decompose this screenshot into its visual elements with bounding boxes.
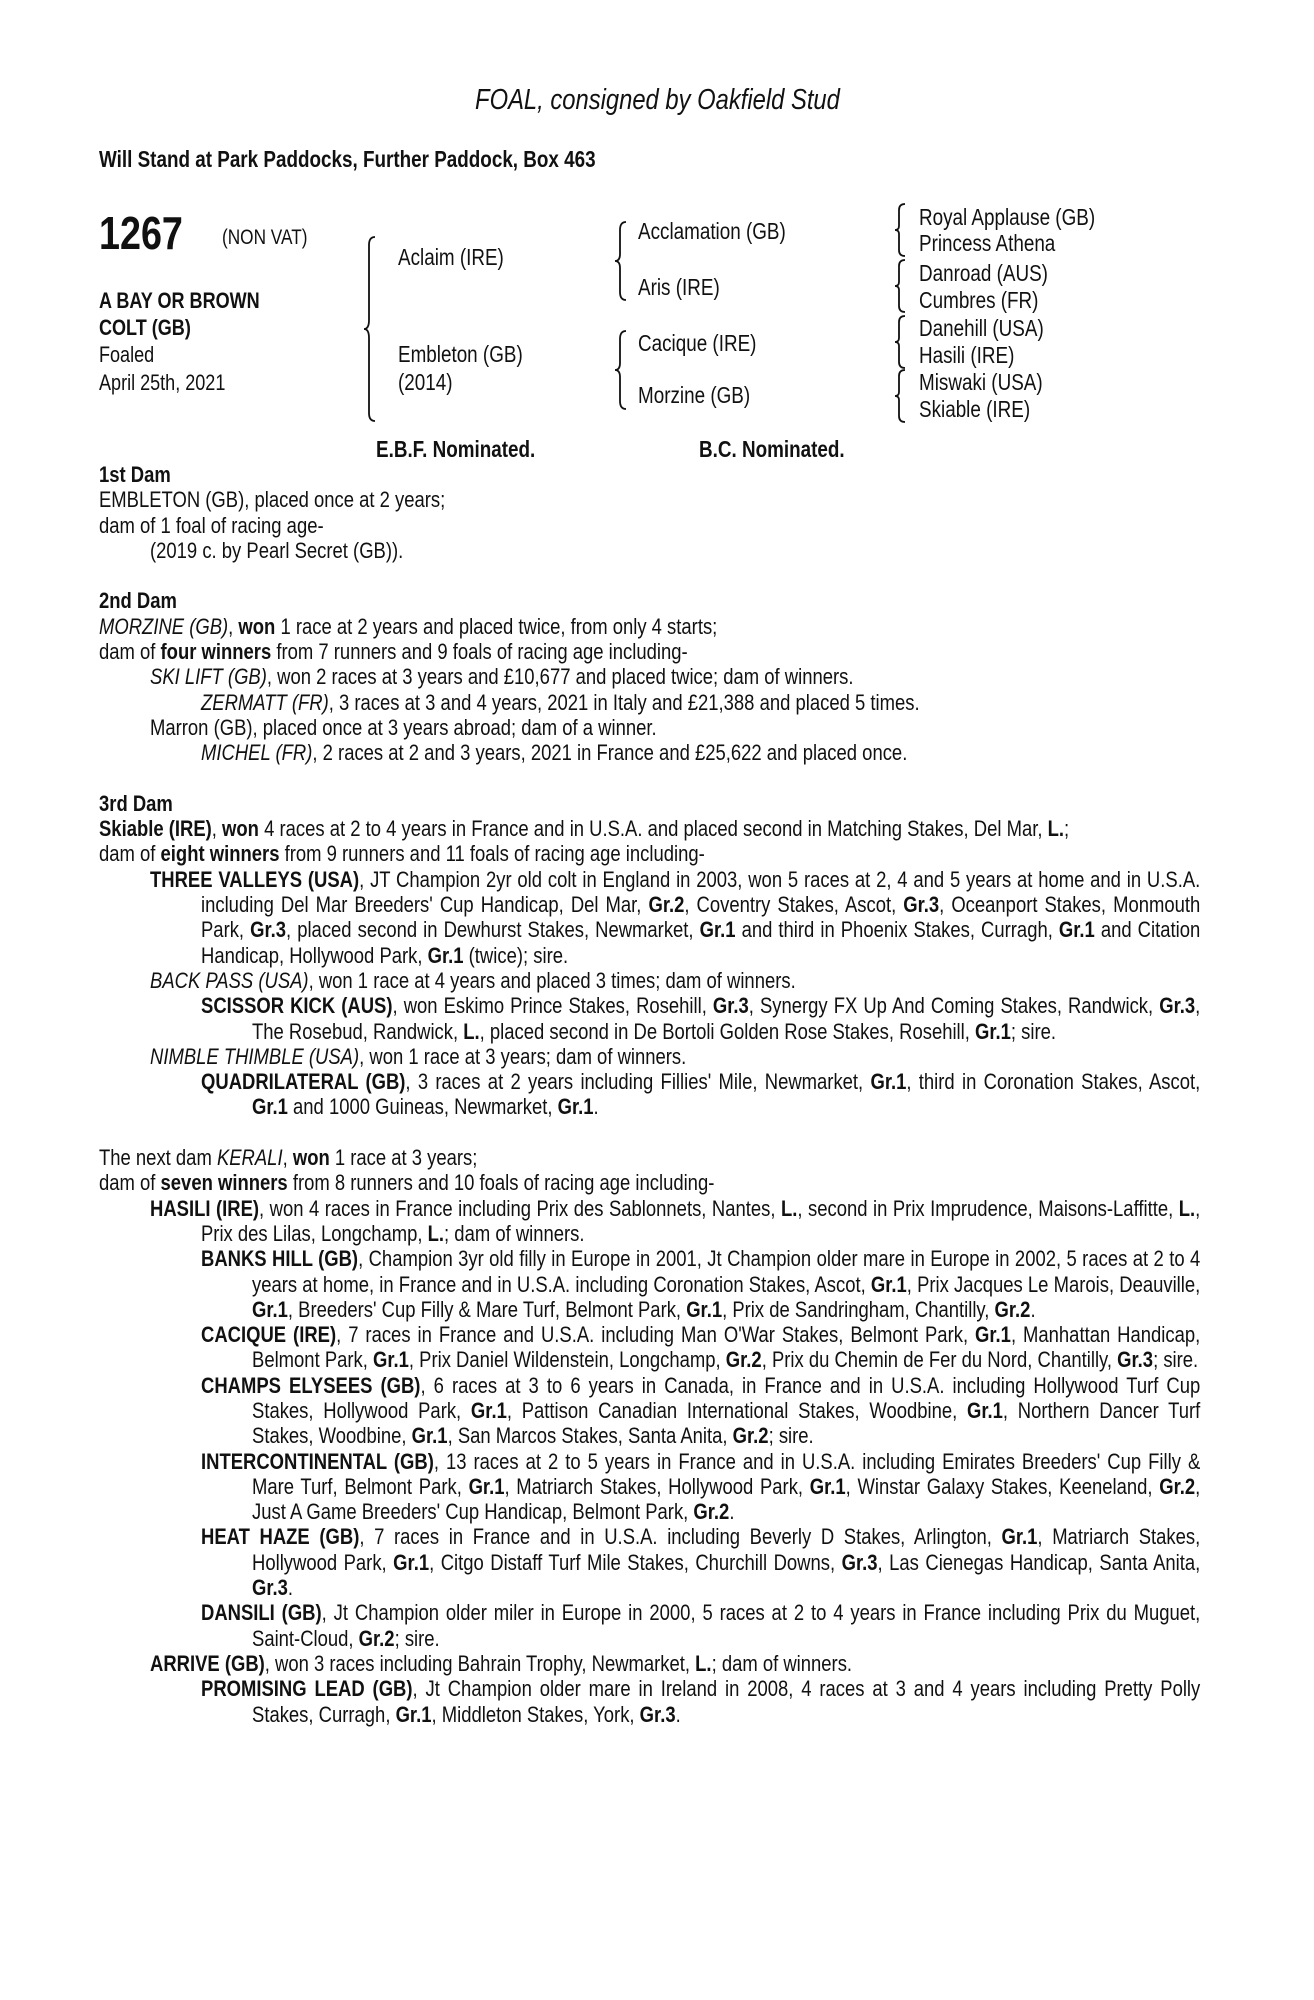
text: , Prix des Lilas, Longchamp, xyxy=(201,1195,1201,1246)
heading-text: 1st Dam xyxy=(99,462,171,487)
record-entry xyxy=(99,1322,1200,1373)
bold-text: L. xyxy=(463,1018,480,1044)
text: , Coventry Stakes, Ascot, xyxy=(684,892,904,918)
dam-year-text: (2014) xyxy=(398,369,453,395)
text: ; xyxy=(1063,816,1070,842)
lot-number-text: 1267 xyxy=(99,207,183,259)
text: , 13 races at 2 to 5 years in France and in U.S.A. including Emirates Breeders' Cup Filly & Mare Turf, Belmont Park, xyxy=(252,1448,1201,1499)
text: , won 2 races at 3 years and £10,677 and placed twice; dam of winners. xyxy=(266,664,854,690)
record-entry xyxy=(99,1676,1200,1727)
text: The next dam xyxy=(99,1145,217,1171)
g3-text: Royal Applause (GB) xyxy=(919,204,1096,230)
text: , 2 races at 2 and 3 years, 2021 in France and £25,622 and placed once. xyxy=(312,740,908,766)
bold-text: BANKS HILL (GB) xyxy=(201,1246,359,1272)
record-entry xyxy=(99,841,1200,866)
record-entry xyxy=(99,715,1200,740)
text: , Prix du Chemin de Fer du Nord, Chantilly, xyxy=(761,1347,1118,1373)
brace-icon xyxy=(364,237,375,421)
text: 1 race at 2 years and placed twice, from only 4 starts; xyxy=(275,613,718,639)
text: and third in Phoenix Stakes, Curragh, xyxy=(735,917,1059,943)
text: , Matriarch Stakes, Hollywood Park, xyxy=(252,1524,1201,1575)
pedigree-dam-sire xyxy=(638,330,782,357)
bold-text: Gr.1 xyxy=(870,1271,907,1297)
text: , 7 races in France and U.S.A. including Man O'War Stakes, Belmont Park, xyxy=(336,1322,976,1348)
text: , Manhattan Handicap, Belmont Park, xyxy=(252,1322,1201,1373)
bold-text: won xyxy=(292,1145,330,1171)
brace-icon xyxy=(895,370,905,422)
bold-text: Gr.1 xyxy=(975,1018,1011,1044)
bold-text: Gr.1 xyxy=(809,1473,846,1499)
bold-text: CHAMPS ELYSEES (GB) xyxy=(201,1372,421,1398)
text: , Champion 3yr old filly in Europe in 2001, Jt Champion older mare in Europe in 2002, 5 races at 2 to 4 years at home, in France and in U.S.A. including Coronation Stakes, Ascot, xyxy=(252,1246,1201,1297)
italic-text: SKI LIFT (GB) xyxy=(150,664,267,690)
bold-text: won xyxy=(222,816,259,842)
text: , JT Champion 2yr old colt in England in 2003, won 5 races at 2, 4 and 5 years at home and in U.S.A. including Del Mar Breeders' Cup Handicap, Del Mar, xyxy=(201,866,1201,918)
brace-icon xyxy=(615,222,626,300)
ebf-nominated xyxy=(376,436,570,463)
text: , xyxy=(228,613,239,639)
heading-text: 3rd Dam xyxy=(99,790,173,816)
text: dam of xyxy=(99,639,161,665)
text: dam of xyxy=(99,841,161,867)
text: , xyxy=(211,816,223,842)
bold-text: Gr.3 xyxy=(841,1549,878,1575)
text: , 6 races at 3 to 6 years in Canada, in France and in U.S.A. including Hollywood Turf Cup Stakes, Hollywood Park, xyxy=(252,1372,1201,1423)
pedigree-g3-1 xyxy=(919,204,1134,231)
bold-text: Skiable (IRE) xyxy=(99,816,212,842)
record-entry xyxy=(99,1600,1200,1651)
text: , Jt Champion older miler in Europe in 2000, 5 races at 2 to 4 years in France including Prix du Muguet, Saint-Cloud, xyxy=(252,1600,1201,1651)
bold-text: SCISSOR KICK (AUS) xyxy=(201,993,393,1019)
italic-text: MICHEL (FR) xyxy=(201,740,313,766)
text: , San Marcos Stakes, Santa Anita, xyxy=(447,1423,733,1449)
bold-text: Gr.2 xyxy=(732,1423,769,1449)
text: . xyxy=(675,1701,681,1727)
stand-location xyxy=(99,146,705,173)
text: . xyxy=(287,1575,294,1601)
text: , won 1 race at 4 years and placed 3 times; dam of winners. xyxy=(308,967,796,993)
record-entry xyxy=(99,690,1200,715)
bold-text: won xyxy=(238,613,276,639)
text: ; dam of winners. xyxy=(444,1220,585,1246)
bold-text: Gr.1 xyxy=(468,1473,505,1499)
bold-text: Gr.3 xyxy=(639,1701,676,1727)
text: ; sire. xyxy=(1010,1018,1057,1044)
bold-text: Gr.1 xyxy=(966,1397,1003,1423)
bold-text: Gr.2 xyxy=(693,1499,730,1525)
record-entry xyxy=(99,1044,1200,1069)
bold-text: DANSILI (GB) xyxy=(201,1600,322,1626)
vat-status xyxy=(222,226,326,250)
pedigree-dam-year xyxy=(398,369,464,396)
pedigree-dam xyxy=(398,341,550,368)
bold-text: INTERCONTINENTAL (GB) xyxy=(201,1448,434,1474)
text: , placed second in Dewhurst Stakes, Newmarket, xyxy=(286,917,700,943)
record-entry xyxy=(99,968,1200,993)
dam-section xyxy=(99,791,1200,1120)
text: . xyxy=(729,1499,735,1525)
text: , Winstar Galaxy Stakes, Keeneland, xyxy=(845,1473,1160,1499)
pedigree-g3-5 xyxy=(919,315,1071,342)
bold-text: Gr.1 xyxy=(975,1322,1011,1348)
dam-section xyxy=(99,588,1200,765)
text: 4 races at 2 to 4 years in France and in U.S.A. and placed second in Matching Stakes, Del Mar, xyxy=(258,816,1048,842)
g3-text: Miswaki (USA) xyxy=(919,369,1043,395)
text: , Northern Dancer Turf Stakes, Woodbine, xyxy=(252,1397,1201,1449)
bold-text: four winners xyxy=(160,639,272,665)
record-entry xyxy=(99,614,1200,639)
g3-text: Danroad (AUS) xyxy=(919,260,1048,286)
section-heading xyxy=(99,588,1200,613)
foaled-date xyxy=(99,369,253,396)
bold-text: Gr.1 xyxy=(252,1296,288,1322)
text: , Prix Jacques Le Marois, Deauville, xyxy=(906,1271,1201,1297)
text: , won 4 races in France including Prix des Sablonnets, Nantes, xyxy=(259,1195,782,1221)
dam-text: Embleton (GB) xyxy=(398,341,523,367)
section-heading xyxy=(99,462,1200,487)
text: ; sire. xyxy=(1153,1347,1199,1373)
lot-number xyxy=(99,206,201,260)
text: , Citgo Distaff Turf Mile Stakes, Churchill Downs, xyxy=(429,1549,842,1575)
bold-text: L. xyxy=(1047,816,1064,842)
g2-text: Aris (IRE) xyxy=(638,274,720,300)
text: and Citation Handicap, Hollywood Park, xyxy=(201,917,1201,968)
pedigree-sire xyxy=(398,244,527,271)
bold-text: Gr.1 xyxy=(557,1094,594,1120)
text: , placed second in De Bortoli Golden Rose Stakes, Rosehill, xyxy=(479,1018,976,1044)
text: , Prix Daniel Wildenstein, Longchamp, xyxy=(408,1347,726,1373)
brace-icon xyxy=(615,331,626,409)
pedigree-sire-sire xyxy=(638,218,818,245)
bold-text: ARRIVE (GB) xyxy=(150,1650,265,1676)
bold-text: eight winners xyxy=(160,841,280,867)
produce-record xyxy=(99,462,1200,1727)
text: , second in Prix Imprudence, Maisons-Laffitte, xyxy=(797,1195,1179,1221)
bold-text: Gr.1 xyxy=(686,1296,723,1322)
bold-text: Gr.3 xyxy=(1159,993,1196,1019)
bold-text: Gr.1 xyxy=(699,917,736,943)
text: , 3 races at 3 and 4 years, 2021 in Italy and £21,388 and placed 5 times. xyxy=(328,689,920,715)
text: from 7 runners and 9 foals of racing age including- xyxy=(271,639,688,665)
bold-text: Gr.2 xyxy=(648,892,685,918)
text: ; sire. xyxy=(768,1423,814,1449)
bold-text: Gr.1 xyxy=(373,1347,409,1373)
bold-text: Gr.1 xyxy=(1001,1524,1038,1550)
bold-text: HASILI (IRE) xyxy=(150,1195,260,1221)
text: , The Rosebud, Randwick, xyxy=(252,993,1201,1044)
italic-text: ZERMATT (FR) xyxy=(201,689,329,715)
dam-section xyxy=(99,1145,1200,1727)
text: , Oceanport Stakes, Monmouth Park, xyxy=(201,892,1201,943)
desc-text: COLT (GB) xyxy=(99,315,191,340)
bold-text: seven winners xyxy=(160,1170,288,1196)
bc-nominated xyxy=(699,436,877,463)
pedigree-dam-dam xyxy=(638,382,775,409)
text: , won Eskimo Prince Stakes, Rosehill, xyxy=(392,993,713,1019)
catalogue-title xyxy=(0,84,1314,117)
text: , Matriarch Stakes, Hollywood Park, xyxy=(504,1473,810,1499)
bold-text: Gr.2 xyxy=(994,1296,1031,1322)
ebf-text: E.B.F. Nominated. xyxy=(376,436,536,462)
bold-text: Gr.3 xyxy=(903,892,940,918)
text: , Just A Game Breeders' Cup Handicap, Belmont Park, xyxy=(252,1473,1201,1525)
text: , 3 races at 2 years including Fillies' Mile, Newmarket, xyxy=(405,1069,871,1095)
bold-text: Gr.1 xyxy=(427,942,464,968)
pedigree-g3-3 xyxy=(919,260,1076,287)
bold-text: L. xyxy=(427,1220,445,1246)
record-entry xyxy=(99,487,1200,512)
text: dam of xyxy=(99,1170,161,1196)
g3-text: Cumbres (FR) xyxy=(919,287,1039,313)
record-entry xyxy=(99,993,1200,1044)
text: . xyxy=(1030,1296,1036,1322)
text: , Middleton Stakes, York, xyxy=(431,1701,640,1727)
pedigree-sire-dam xyxy=(638,274,738,301)
text: , Breeders' Cup Filly & Mare Turf, Belmont Park, xyxy=(287,1296,687,1322)
text: , xyxy=(282,1145,293,1171)
vat-text: (NON VAT) xyxy=(222,226,308,249)
record-entry xyxy=(99,1196,1200,1247)
dam-section xyxy=(99,462,1200,563)
record-entry xyxy=(99,1246,1200,1322)
g3-text: Skiable (IRE) xyxy=(919,396,1031,422)
text: , Synergy FX Up And Coming Stakes, Randwick, xyxy=(748,993,1160,1019)
text: and 1000 Guineas, Newmarket, xyxy=(287,1094,558,1120)
sire-text: Aclaim (IRE) xyxy=(398,244,504,270)
bold-text: L. xyxy=(1178,1195,1196,1221)
bold-text: Gr.1 xyxy=(870,1069,907,1095)
g3-text: Princess Athena xyxy=(919,230,1056,256)
record-entry xyxy=(99,1069,1200,1120)
italic-text: KERALI xyxy=(216,1145,283,1171)
bc-text: B.C. Nominated. xyxy=(699,436,845,462)
bold-text: Gr.1 xyxy=(395,1701,432,1727)
text: , won 1 race at 3 years; dam of winners. xyxy=(359,1043,687,1069)
text: , won 3 races including Bahrain Trophy, Newmarket, xyxy=(264,1650,696,1676)
bold-text: Gr.1 xyxy=(1058,917,1095,943)
text: dam of 1 foal of racing age- xyxy=(99,512,324,538)
g3-text: Hasili (IRE) xyxy=(919,342,1015,368)
pedigree-g3-4 xyxy=(919,287,1065,314)
record-entry xyxy=(99,740,1200,765)
record-entry xyxy=(99,1449,1200,1525)
horse-description-2 xyxy=(99,314,211,341)
bold-text: Gr.3 xyxy=(250,917,287,943)
record-entry xyxy=(99,1524,1200,1600)
record-entry xyxy=(99,639,1200,664)
bold-text: Gr.3 xyxy=(1117,1347,1154,1373)
record-entry xyxy=(99,538,1200,563)
text: from 8 runners and 10 foals of racing age including- xyxy=(287,1170,715,1196)
foaled-text: Foaled xyxy=(99,342,155,367)
bold-text: Gr.1 xyxy=(411,1423,448,1449)
text: , third in Coronation Stakes, Ascot, xyxy=(906,1069,1201,1095)
bold-text: Gr.2 xyxy=(358,1625,395,1651)
text: Marron (GB), placed once at 3 years abroad; dam of a winner. xyxy=(150,714,657,740)
italic-text: BACK PASS (USA) xyxy=(150,967,309,993)
italic-text: MORZINE (GB) xyxy=(99,613,229,639)
text: , Las Cienegas Handicap, Santa Anita, xyxy=(877,1549,1201,1575)
section-heading xyxy=(99,791,1200,816)
g2-text: Acclamation (GB) xyxy=(638,218,786,244)
bold-text: Gr.2 xyxy=(1159,1473,1196,1499)
record-entry xyxy=(99,664,1200,689)
record-entry xyxy=(99,816,1200,841)
bold-text: L. xyxy=(781,1195,798,1221)
bold-text: PROMISING LEAD (GB) xyxy=(201,1676,413,1702)
pedigree-g3-7 xyxy=(919,369,1070,396)
record-entry xyxy=(99,1651,1200,1676)
text: , Prix de Sandringham, Chantilly, xyxy=(722,1296,995,1322)
text: 1 race at 3 years; xyxy=(329,1145,478,1171)
g3-text: Danehill (USA) xyxy=(919,315,1044,341)
brace-icon xyxy=(895,204,905,256)
bold-text: HEAT HAZE (GB) xyxy=(201,1524,360,1550)
record-entry xyxy=(99,867,1200,968)
record-entry xyxy=(99,1145,1200,1170)
bold-text: Gr.1 xyxy=(393,1549,430,1575)
text: (twice); sire. xyxy=(463,942,569,968)
pedigree-g3-8 xyxy=(919,396,1054,423)
title-text: FOAL, consigned by Oakfield Stud xyxy=(474,84,840,116)
bold-text: Gr.1 xyxy=(252,1094,288,1120)
heading-text: 2nd Dam xyxy=(99,588,177,614)
bold-text: Gr.3 xyxy=(252,1575,288,1601)
brace-icon xyxy=(895,260,905,312)
text: ; sire. xyxy=(394,1625,440,1651)
text: EMBLETON (GB), placed once at 2 years; xyxy=(99,487,446,513)
bold-text: Gr.3 xyxy=(712,993,749,1019)
desc-text: A BAY OR BROWN xyxy=(99,288,260,313)
text: , Jt Champion older mare in Ireland in 2008, 4 races at 3 and 4 years including Pretty Polly Stakes, Curragh, xyxy=(252,1676,1201,1727)
italic-text: NIMBLE THIMBLE (USA) xyxy=(150,1043,360,1069)
bold-text: THREE VALLEYS (USA) xyxy=(150,866,360,892)
pedigree-g3-6 xyxy=(919,342,1035,369)
record-entry xyxy=(99,1373,1200,1449)
text: , Pattison Canadian International Stakes, Woodbine, xyxy=(506,1397,967,1423)
foaled-date-text: April 25th, 2021 xyxy=(99,370,226,395)
text: from 9 runners and 11 foals of racing age including- xyxy=(279,841,705,867)
text: ; dam of winners. xyxy=(711,1650,853,1676)
location-text: Will Stand at Park Paddocks, Further Paddock, Box 463 xyxy=(99,146,596,172)
bold-text: Gr.1 xyxy=(470,1397,507,1423)
g2-text: Cacique (IRE) xyxy=(638,330,757,356)
bold-text: CACIQUE (IRE) xyxy=(201,1322,337,1348)
bold-text: QUADRILATERAL (GB) xyxy=(201,1069,406,1095)
horse-description-1 xyxy=(99,287,295,314)
text: , 7 races in France and in U.S.A. including Beverly D Stakes, Arlington, xyxy=(359,1524,1002,1550)
pedigree-g3-2 xyxy=(919,230,1085,257)
g2-text: Morzine (GB) xyxy=(638,382,751,408)
text: . xyxy=(593,1094,599,1120)
text: (2019 c. by Pearl Secret (GB)). xyxy=(150,537,404,563)
record-entry xyxy=(99,1170,1200,1195)
record-entry xyxy=(99,513,1200,538)
foaled-label xyxy=(99,341,166,368)
bold-text: Gr.2 xyxy=(725,1347,762,1373)
bold-text: L. xyxy=(695,1650,712,1676)
brace-icon xyxy=(895,316,905,368)
